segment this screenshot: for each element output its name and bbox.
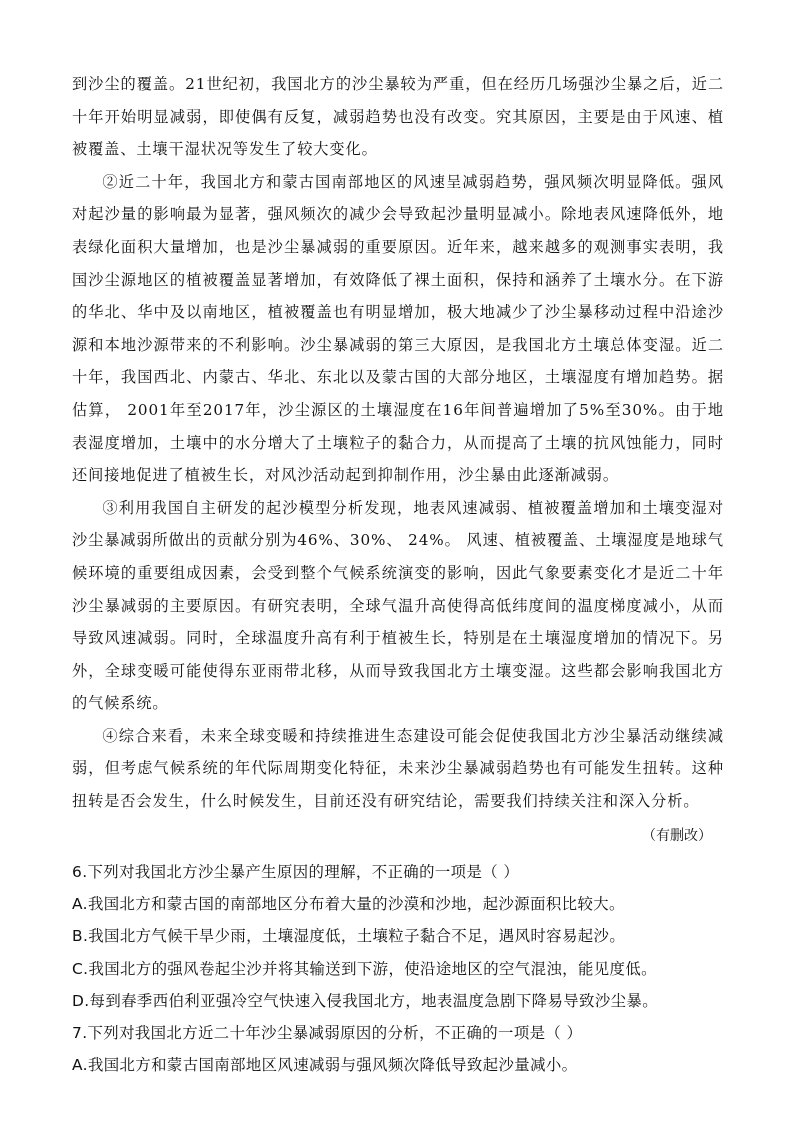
question-6-option-a: A.我国北方和蒙古国的南部地区分布着大量的沙漠和沙地，起沙源面积比较大。 <box>72 894 625 913</box>
question-7 <box>72 1017 724 1082</box>
question-6-stem: 6.下列对我国北方沙尘暴产生原因的理解，不正确的一项是（ ） <box>72 862 520 881</box>
source-note: （有删改） <box>642 827 712 844</box>
question-6-option-b: B.我国北方气候干旱少雨，土壤湿度低，土壤粒子黏合不足，遇风时容易起沙。 <box>72 927 626 946</box>
question-7-option-a: A.我国北方和蒙古国南部地区风速减弱与强风频次降低导致起沙量减小。 <box>72 1056 578 1075</box>
passage-paragraph-2: ②近二十年，我国北方和蒙古国南部地区的风速呈减弱趋势，强风频次明显降低。强风对起沙量的影响最为显著，强风频次的减少会导致起沙量明显减小。除地表风速降低外，地表绿化面积大量增加，也是沙尘暴减弱的重要原因。近年来，越来越多的观测事实表明，我国沙尘源地区的植被覆盖显著增加，有效降低了裸土面积，保持和涵养了土壤水分。在下游的华北、华中及以南地区，植被覆盖也有明显增加，极大地减少了沙尘暴移动过程中沿途沙源和本地沙源带来的不利影响。沙尘暴减弱的第三大原因，是我国北方土壤总体变湿。近二十年，我国西北、内蒙古、华北、东北以及蒙古国的大部分地区，土壤湿度有增加趋势。据估算， 2001年至2017年，沙尘源区的土壤湿度在16年间普遍增加了5%至30%。由于地表湿度增加，土壤中的水分增大了土壤粒子的黏合力，从而提高了土壤的抗风蚀能力，同时还间接地促进了植被生长，对风沙活动起到抑制作用，沙尘暴由此逐渐减弱。 <box>72 172 724 485</box>
passage-paragraph-4: ④综合来看，未来全球变暖和持续推进生态建设可能会促使我国北方沙尘暴活动继续减弱，但考虑气候系统的年代际周期变化特征，未来沙尘暴减弱趋势也有可能发生扭转。这种扭转是否会发生，什么时候发生，目前还没有研究结论，需要我们持续关注和深入分析。 <box>72 726 724 811</box>
question-7-stem: 7.下列对我国北方近二十年沙尘暴减弱原因的分析，不正确的一项是（ ） <box>72 1024 583 1043</box>
question-section <box>72 856 724 1082</box>
passage-paragraph-3: ③利用我国自主研发的起沙模型分析发现，地表风速减弱、植被覆盖增加和土壤变湿对沙尘暴减弱所做出的贡献分别为46%、30%、 24%。 风速、植被覆盖、土壤湿度是地球气候环境的重要组成因素，会受到整个气候系统演变的影响，因此气象要素变化才是近二十年沙尘暴减弱的主要原因。有研究表明，全球气温升高使得高低纬度间的温度梯度减小，从而导致风速减弱。同时，全球温度升高有利于植被生长，特别是在土壤湿度增加的情况下。另外，全球变暖可能使得东亚雨带北移，从而导致我国北方土壤变湿。这些都会影响我国北方的气候系统。 <box>72 498 724 713</box>
reading-passage <box>72 68 724 852</box>
question-6 <box>72 856 724 1017</box>
question-6-option-d: D.每到春季西伯利亚强冷空气快速入侵我国北方，地表温度急剧下降易导致沙尘暴。 <box>72 991 659 1010</box>
question-6-option-c: C.我国北方的强风卷起尘沙并将其输送到下游，使沿途地区的空气混浊，能见度低。 <box>72 959 657 978</box>
exam-page <box>72 68 724 1082</box>
passage-paragraph-1-continued: 到沙尘的覆盖。21世纪初，我国北方的沙尘暴较为严重，但在经历几场强沙尘暴之后，近二十年开始明显减弱，即使偶有反复，减弱趋势也没有改变。究其原因，主要是由于风速、植被覆盖、土壤干湿状况等发生了较大变化。 <box>72 75 724 159</box>
